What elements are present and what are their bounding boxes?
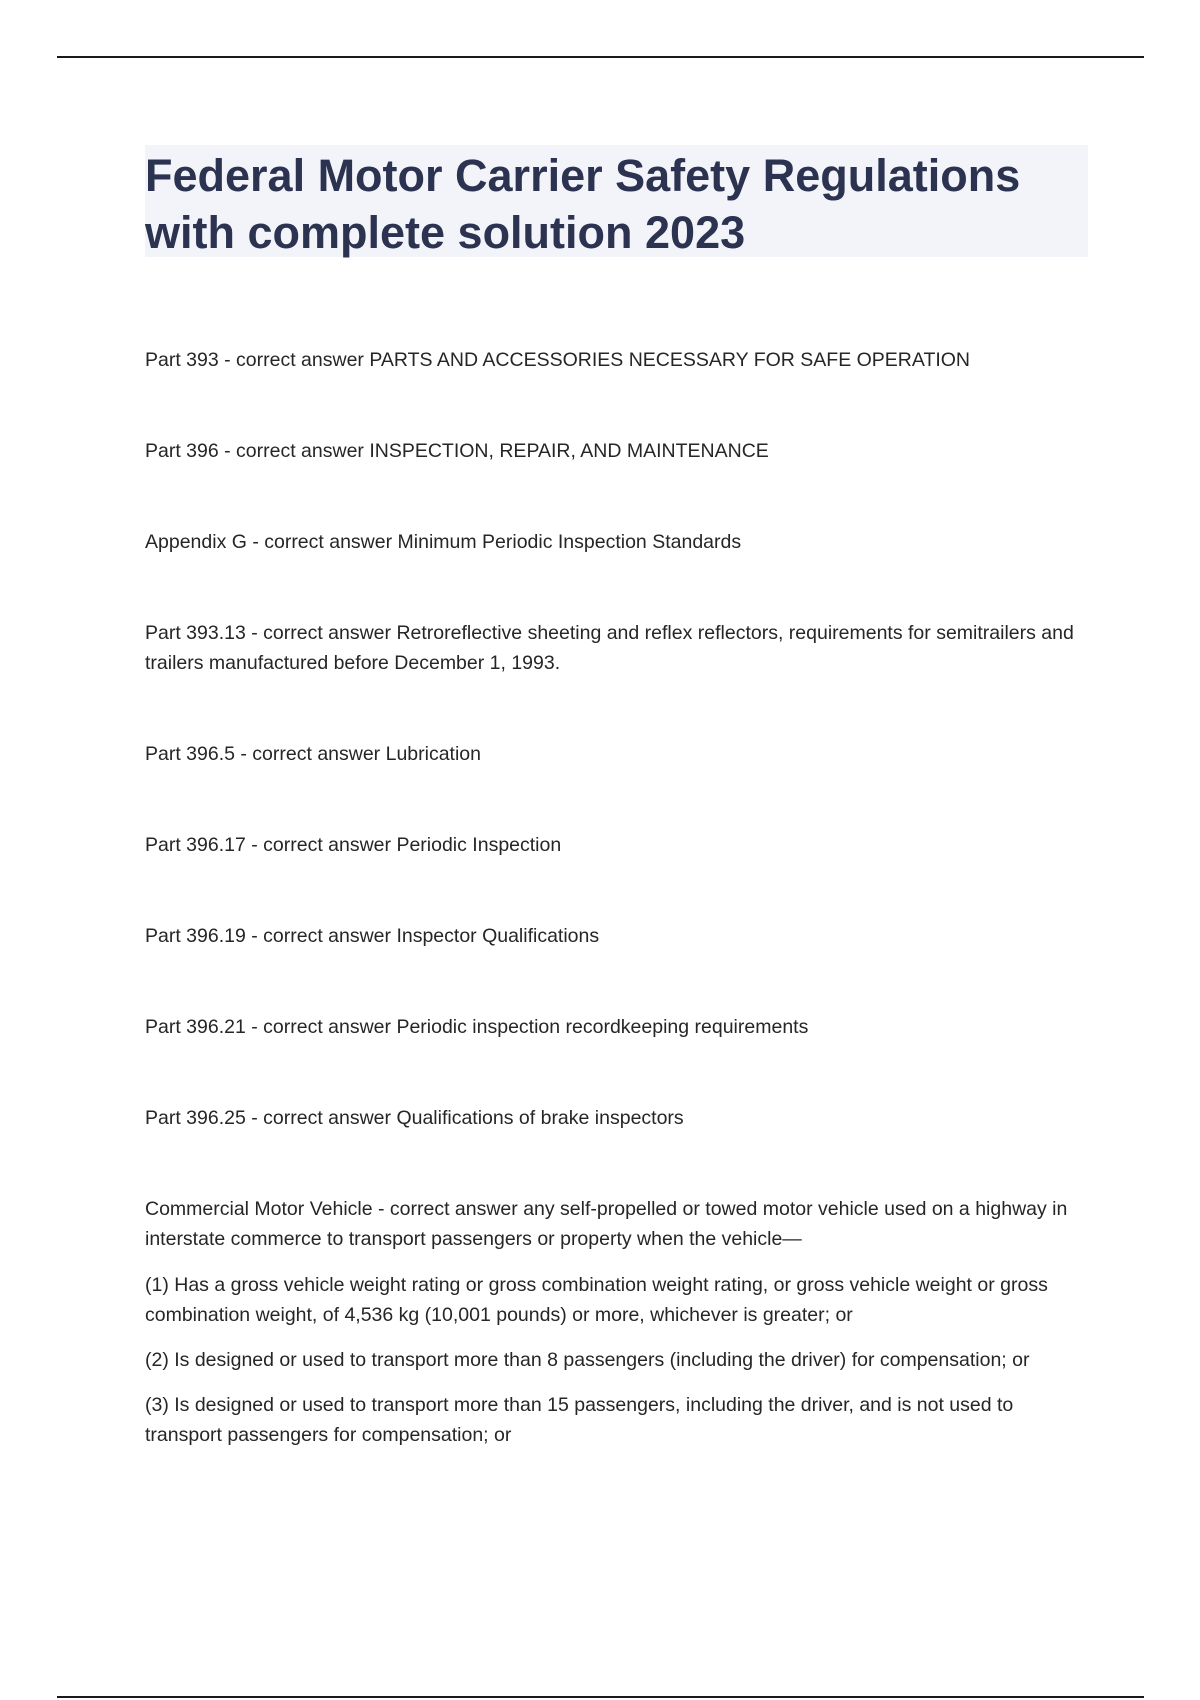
qa-entry-cmv: Commercial Motor Vehicle - correct answer any self-propelled or towed motor vehicle used on a highway in interstate commerce to transport passengers or property when the vehicle—	[145, 1198, 1068, 1250]
qa-entry: Part 393.13 - correct answer Retroreflective sheeting and reflex reflectors, requirements for semitrailers and trailers manufactured before December 1, 1993.	[145, 622, 1074, 674]
cmv-criterion: (3) Is designed or used to transport more than 15 passengers, including the driver, and is not used to transport passengers for compensation; or	[145, 1394, 1014, 1446]
document-title: Federal Motor Carrier Safety Regulations with complete solution 2023	[145, 150, 1021, 258]
qa-entry: Part 393 - correct answer PARTS AND ACCESSORIES NECESSARY FOR SAFE OPERATION	[145, 349, 971, 371]
footer-rule	[57, 1696, 1144, 1698]
qa-entry: Part 396.19 - correct answer Inspector Qualifications	[145, 925, 600, 947]
document-body	[145, 345, 1085, 1465]
cmv-criterion: (1) Has a gross vehicle weight rating or gross combination weight rating, or gross vehicle weight or gross combination weight, of 4,536 kg (10,001 pounds) or more, whichever is greater; or	[145, 1274, 1048, 1326]
qa-entry: Part 396.5 - correct answer Lubrication	[145, 743, 481, 765]
qa-entry: Appendix G - correct answer Minimum Periodic Inspection Standards	[145, 531, 742, 553]
header-rule	[57, 56, 1144, 58]
qa-entry: Part 396.21 - correct answer Periodic inspection recordkeeping requirements	[145, 1016, 809, 1038]
title-block	[145, 145, 1088, 257]
cmv-criterion: (2) Is designed or used to transport more than 8 passengers (including the driver) for compensation; or	[145, 1349, 1030, 1371]
qa-entry: Part 396.17 - correct answer Periodic Inspection	[145, 834, 562, 856]
qa-entry: Part 396 - correct answer INSPECTION, REPAIR, AND MAINTENANCE	[145, 440, 769, 462]
qa-entry: Part 396.25 - correct answer Qualifications of brake inspectors	[145, 1107, 684, 1129]
